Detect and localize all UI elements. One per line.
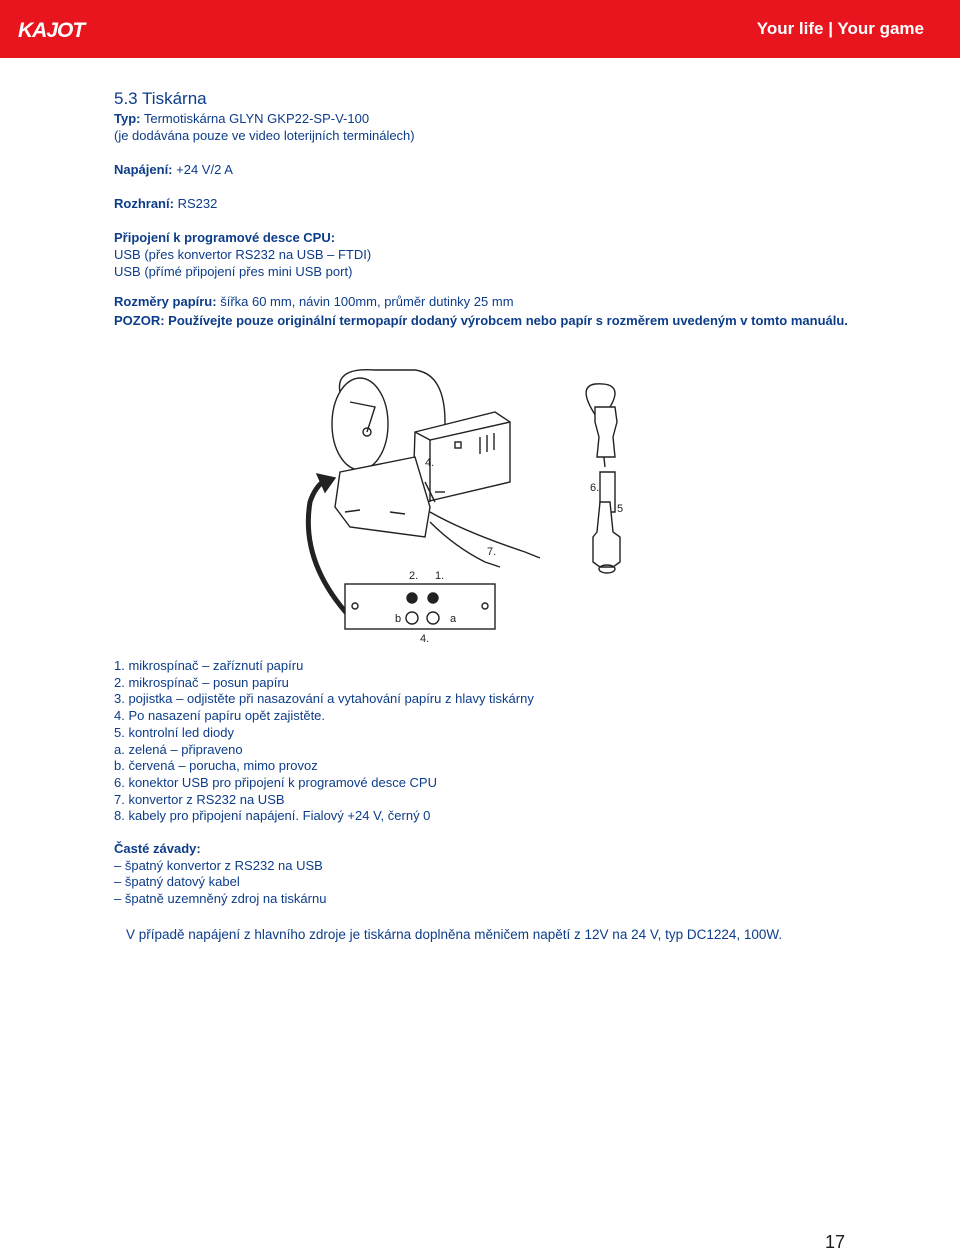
figure-label-5: 5	[617, 503, 624, 515]
kajot-logo	[16, 14, 96, 44]
legend-item: 5. kontrolní led diody	[114, 724, 234, 740]
figure-label-4: 4.	[420, 633, 430, 645]
interface-label: Rozhraní:	[114, 196, 174, 211]
legend-item: 3. pojistka – odjistěte při nasazování a vytahování papíru z hlavy tiskárny	[114, 691, 534, 707]
svg-text:KAJOT: KAJOT	[18, 19, 85, 42]
cpu-line-2: USB (přímé připojení přes mini USB port)	[114, 264, 353, 279]
type-label: Typ:	[114, 111, 141, 126]
type-note: (je dodávána pouze ve video loterijních terminálech)	[114, 128, 415, 143]
printer-diagram	[295, 362, 625, 650]
interface-value: RS232	[177, 196, 218, 211]
power-line	[114, 161, 854, 178]
fault-item: – špatně uzemněný zdroj na tiskárnu	[114, 890, 327, 906]
figure-label-1: 1.	[435, 570, 445, 582]
figure-label-2: 2.	[409, 570, 419, 582]
type-line	[114, 110, 854, 127]
warning-text: POZOR: Používejte pouze originální termopapír dodaný výrobcem nebo papír s rozměrem uvedeným v tomto manuálu.	[114, 313, 848, 328]
paper-line	[114, 293, 854, 310]
legend-item: a. zelená – připraveno	[114, 741, 243, 757]
section-title: 5.3 Tiskárna	[114, 89, 207, 108]
header-slogan: Your life | Your game	[756, 19, 924, 38]
cpu-line-1: USB (přes konvertor RS232 na USB – FTDI)	[114, 247, 372, 262]
fault-item: – špatný konvertor z RS232 na USB	[114, 857, 323, 873]
legend-item: 7. konvertor z RS232 na USB	[114, 791, 285, 807]
paper-value: šířka 60 mm, návin 100mm, průměr dutinky 25 mm	[220, 294, 514, 309]
fault-item: – špatný datový kabel	[114, 874, 240, 889]
faults-title: Časté závady:	[114, 841, 201, 856]
legend-item: b. červená – porucha, mimo provoz	[114, 758, 318, 774]
interface-line	[114, 195, 854, 212]
figure-label-6: 6.	[590, 482, 600, 494]
paper-label: Rozměry papíru:	[114, 294, 217, 309]
legend-item: 2. mikrospínač – posun papíru	[114, 674, 289, 690]
figure-label-b: b	[395, 613, 402, 625]
legend-item: 6. konektor USB pro připojení k programové desce CPU	[114, 774, 437, 790]
type-value: Termotiskárna GLYN GKP22-SP-V-100	[143, 111, 370, 126]
legend-item: 8. kabely pro připojení napájení. Fialový +24 V, černý 0	[114, 808, 431, 824]
header-bar	[0, 0, 960, 58]
legend-item: 1. mikrospínač – zaříznutí papíru	[114, 658, 304, 673]
power-label: Napájení:	[114, 162, 173, 177]
figure-label-3: 4.	[425, 457, 435, 469]
figure-label-a: a	[450, 613, 457, 625]
page-number: 17	[824, 1232, 845, 1252]
legend-list	[114, 658, 534, 825]
faults-section	[114, 841, 326, 907]
power-note: V případě napájení z hlavního zdroje je tiskárna doplněna měničem napětí z 12V na 24 V, typ DC1224, 100W.	[126, 927, 783, 942]
figure-label-7: 7.	[487, 546, 497, 558]
legend-item: 4. Po nasazení papíru opět zajistěte.	[114, 708, 326, 724]
power-value: +24 V/2 A	[176, 162, 233, 177]
cpu-label: Připojení k programové desce CPU:	[114, 230, 336, 245]
section-content	[114, 88, 854, 329]
